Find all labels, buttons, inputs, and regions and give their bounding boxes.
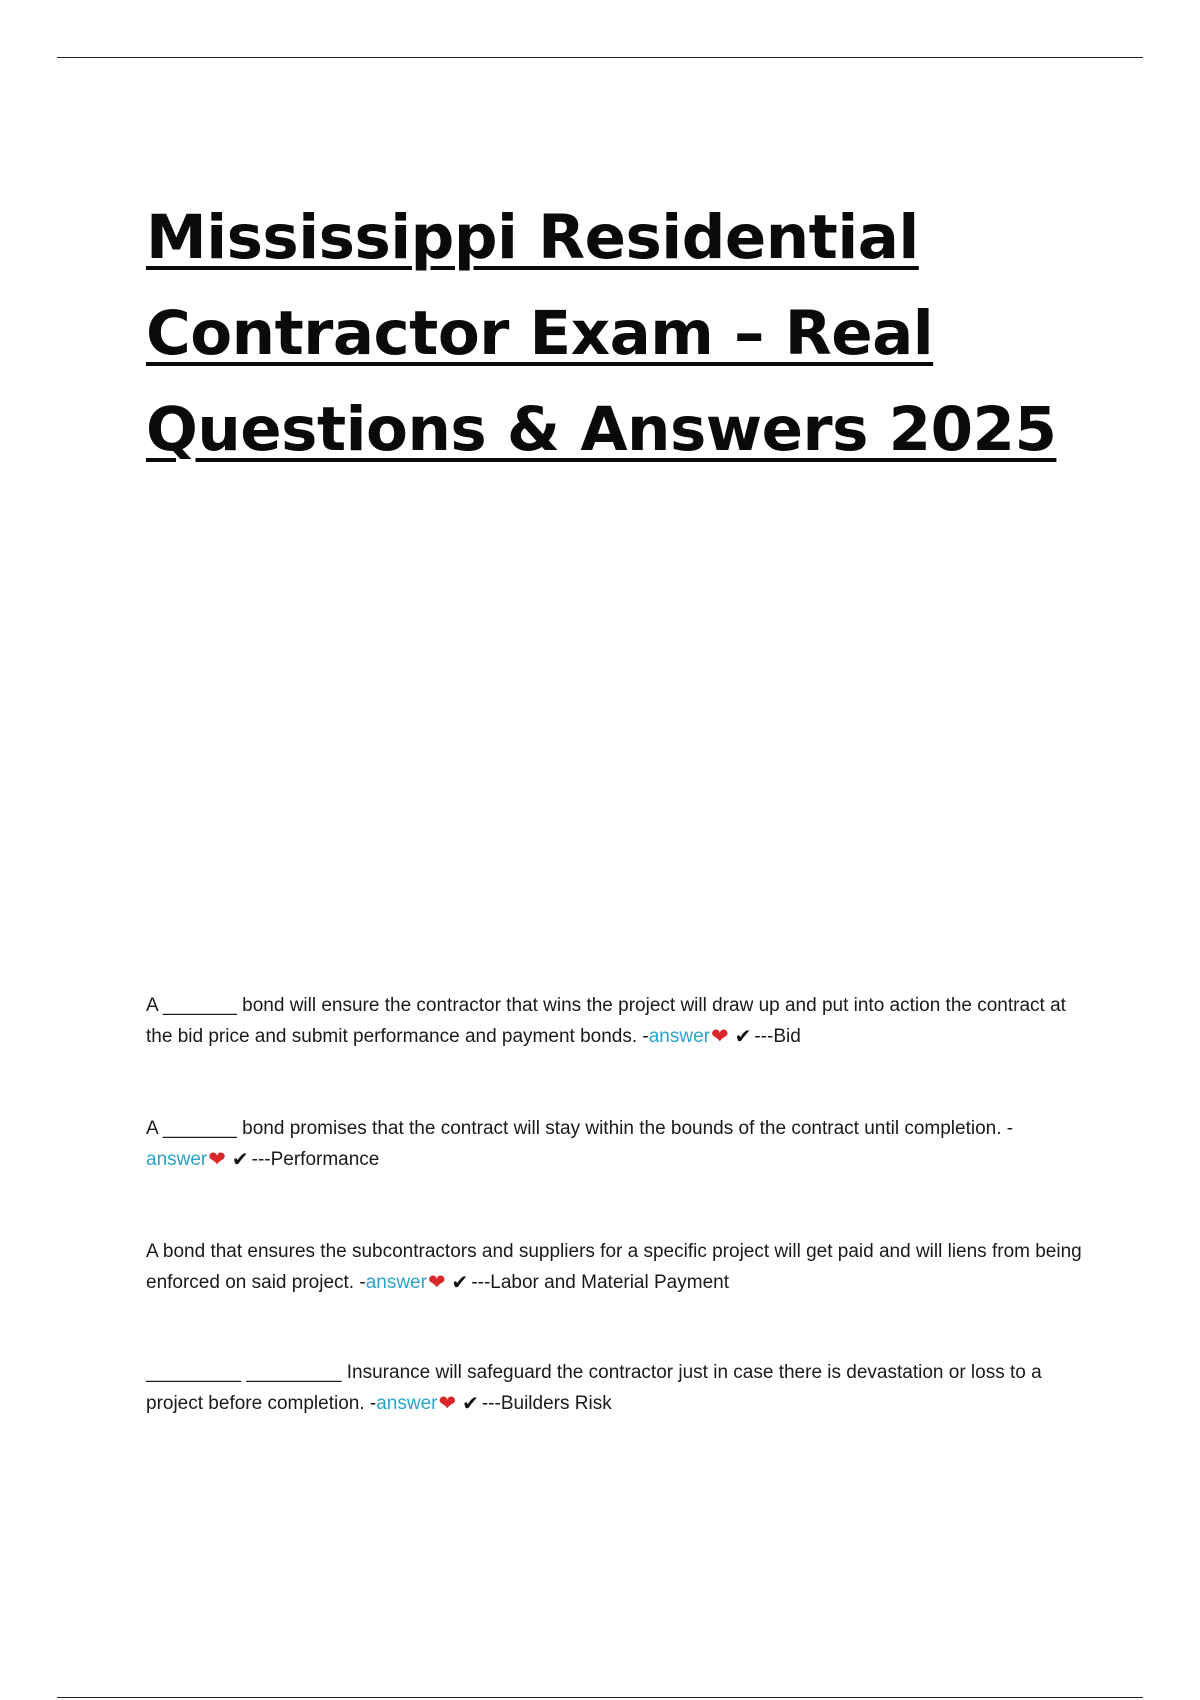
qa-item bbox=[146, 990, 1096, 1052]
answer-label: answer bbox=[365, 1272, 427, 1293]
top-rule bbox=[57, 57, 1143, 58]
question-text: A _______ bond promises that the contract will stay within the bounds of the contract until completion. - bbox=[146, 1118, 1014, 1139]
answer-label: answer bbox=[376, 1393, 438, 1414]
document-title bbox=[146, 190, 1056, 478]
heart-icon: ❤ bbox=[710, 1025, 729, 1048]
qa-item bbox=[146, 1113, 1096, 1175]
answer-text: ---Labor and Material Payment bbox=[471, 1272, 729, 1293]
heart-icon: ❤ bbox=[438, 1392, 457, 1415]
answer-text: ---Bid bbox=[754, 1026, 801, 1047]
question-text: _________ _________ Insurance will safeguard the contractor just in case there is devastation or loss to a project before completion. - bbox=[146, 1362, 1042, 1414]
title-line-3: Questions & Answers 2025 bbox=[146, 394, 1057, 465]
qa-item bbox=[146, 1357, 1096, 1419]
check-icon: ✔ bbox=[451, 1272, 469, 1294]
check-icon: ✔ bbox=[734, 1026, 752, 1048]
answer-text: ---Performance bbox=[251, 1149, 380, 1170]
check-icon: ✔ bbox=[462, 1393, 479, 1415]
bottom-rule bbox=[57, 1697, 1143, 1698]
heart-icon: ❤ bbox=[208, 1148, 226, 1171]
title-line-1: Mississippi Residential bbox=[146, 202, 919, 273]
question-text: A bond that ensures the subcontractors and suppliers for a specific project will get paid and will liens from being enforced on said project. - bbox=[146, 1241, 1082, 1293]
heart-icon: ❤ bbox=[427, 1271, 446, 1294]
answer-label: answer bbox=[648, 1026, 710, 1047]
answer-text: ---Builders Risk bbox=[481, 1393, 612, 1414]
qa-item bbox=[146, 1236, 1096, 1298]
check-icon: ✔ bbox=[231, 1149, 249, 1171]
question-text: A _______ bond will ensure the contractor that wins the project will draw up and put into action the contract at the bid price and submit performance and payment bonds. - bbox=[146, 995, 1066, 1047]
answer-label: answer bbox=[146, 1149, 208, 1170]
title-line-2: Contractor Exam – Real bbox=[146, 298, 934, 369]
